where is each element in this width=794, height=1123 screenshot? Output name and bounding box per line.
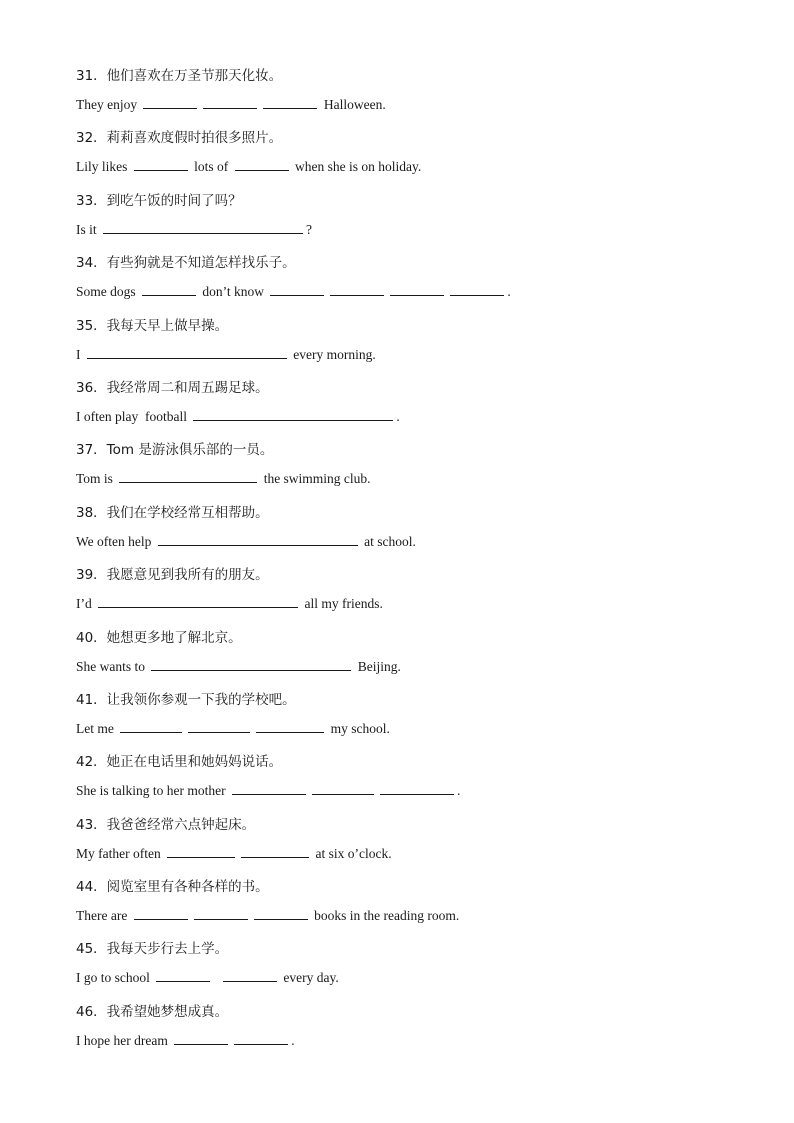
chinese-prompt: 45．我每天步行去上学。 (76, 941, 229, 958)
chinese-prompt: 40．她想更多地了解北京。 (76, 629, 242, 646)
chinese-prompt: 33．到吃午饭的时间了吗？ (76, 192, 242, 209)
chinese-prompt: 46．我希望她梦想成真。 (76, 1003, 229, 1020)
chinese-prompt: 41．让我领你参观一下我的学校吧。 (76, 691, 296, 708)
answer-blank[interactable] (151, 658, 351, 671)
answer-blank[interactable] (254, 907, 308, 920)
exercise-item (76, 877, 756, 939)
sentence-text: I’d (76, 596, 96, 612)
english-sentence (76, 156, 756, 190)
answer-blank[interactable] (232, 782, 306, 795)
chinese-prompt: 43．我爸爸经常六点钟起床。 (76, 816, 256, 833)
exercise-item (76, 378, 756, 440)
english-sentence (76, 780, 756, 814)
english-sentence (76, 593, 756, 627)
chinese-prompt: 32．莉莉喜欢度假时拍很多照片。 (76, 130, 283, 147)
sentence-text: my school. (327, 720, 390, 736)
english-sentence (76, 531, 756, 565)
answer-blank[interactable] (234, 1032, 288, 1045)
answer-blank[interactable] (120, 720, 182, 733)
sentence-text: My father often (76, 845, 165, 861)
english-sentence (76, 1030, 756, 1064)
sentence-text: every morning. (289, 346, 376, 362)
sentence-text: She is talking to her mother (76, 783, 229, 799)
chinese-prompt: 36．我经常周二和周五踢足球。 (76, 379, 269, 396)
sentence-text: books in the reading room. (310, 908, 460, 924)
sentence-text: at six o’clock. (312, 845, 392, 861)
sentence-text: Is it (76, 221, 101, 237)
answer-blank[interactable] (380, 782, 454, 795)
answer-blank[interactable] (174, 1032, 228, 1045)
english-sentence (76, 656, 756, 690)
chinese-prompt: 39．我愿意见到我所有的朋友。 (76, 567, 269, 584)
answer-blank[interactable] (193, 408, 393, 421)
answer-blank[interactable] (330, 283, 384, 296)
chinese-prompt: 34．有些狗就是不知道怎样找乐子。 (76, 255, 296, 272)
sentence-text: . (396, 408, 400, 424)
chinese-prompt: 31．他们喜欢在万圣节那天化妆。 (76, 68, 283, 84)
chinese-prompt: 35．我每天早上做早操。 (76, 317, 229, 334)
exercise-item (76, 440, 756, 502)
sentence-text: I (76, 346, 84, 362)
answer-blank[interactable] (203, 96, 257, 109)
answer-blank[interactable] (98, 595, 298, 608)
english-sentence (76, 219, 756, 253)
exercise-item (76, 690, 756, 752)
exercise-item (76, 628, 756, 690)
sentence-text: at school. (360, 533, 416, 549)
sentence-text: She wants to (76, 658, 149, 674)
exercise-item (76, 939, 756, 1001)
english-sentence (76, 344, 756, 378)
exercise-list (76, 66, 756, 1064)
answer-blank[interactable] (188, 720, 250, 733)
sentence-text: Let me (76, 720, 118, 736)
sentence-text: lots of (190, 159, 232, 175)
answer-blank[interactable] (450, 283, 504, 296)
answer-blank[interactable] (134, 158, 188, 171)
sentence-text: I hope her dream (76, 1032, 172, 1048)
english-sentence (76, 94, 756, 128)
exercise-item (76, 316, 756, 378)
exercise-item (76, 191, 756, 253)
sentence-text: Lily likes (76, 159, 131, 175)
exercise-item (76, 66, 756, 128)
sentence-text: Some dogs (76, 284, 140, 300)
exercise-item (76, 752, 756, 814)
sentence-text: the swimming club. (260, 471, 371, 487)
exercise-item (76, 253, 756, 315)
english-sentence (76, 967, 756, 1001)
sentence-text: . (507, 284, 511, 300)
chinese-prompt: 42．她正在电话里和她妈妈说话。 (76, 754, 283, 771)
sentence-text: Beijing. (354, 658, 401, 674)
english-sentence (76, 843, 756, 877)
sentence-text: all my friends. (301, 596, 383, 612)
sentence-text: They enjoy (76, 97, 141, 112)
exercise-item (76, 1002, 756, 1064)
answer-blank[interactable] (158, 533, 358, 546)
answer-blank[interactable] (194, 907, 248, 920)
sentence-text: I go to school (76, 970, 154, 986)
exercise-item (76, 815, 756, 877)
sentence-text: when she is on holiday. (291, 159, 422, 175)
chinese-prompt: 37．Tom 是游泳俱乐部的一员。 (76, 442, 274, 459)
exercise-item (76, 503, 756, 565)
answer-blank[interactable] (256, 720, 324, 733)
sentence-text: Tom is (76, 471, 117, 487)
sentence-text: . (456, 783, 461, 799)
sentence-text: don’t know (199, 284, 268, 300)
answer-blank[interactable] (103, 221, 303, 234)
english-sentence (76, 468, 756, 502)
sentence-text (213, 970, 220, 985)
exercise-item (76, 128, 756, 190)
sentence-text: . (291, 1032, 295, 1048)
answer-blank[interactable] (270, 283, 324, 296)
english-sentence (76, 406, 756, 440)
answer-blank[interactable] (143, 96, 197, 109)
answer-blank[interactable] (87, 346, 287, 359)
answer-blank[interactable] (167, 845, 235, 858)
answer-blank[interactable] (263, 96, 317, 109)
exercise-item (76, 565, 756, 627)
sentence-text: I often play football (76, 408, 191, 424)
answer-blank[interactable] (134, 907, 188, 920)
answer-blank[interactable] (241, 845, 309, 858)
answer-blank[interactable] (119, 470, 257, 483)
sentence-text: ? (306, 221, 313, 237)
answer-blank[interactable] (223, 969, 277, 982)
english-sentence (76, 905, 756, 939)
answer-blank[interactable] (312, 782, 374, 795)
answer-blank[interactable] (156, 969, 210, 982)
answer-blank[interactable] (235, 158, 289, 171)
sentence-text: every day. (280, 970, 339, 986)
answer-blank[interactable] (142, 283, 196, 296)
sentence-text: There are (76, 908, 131, 924)
chinese-prompt: 44．阅览室里有各种各样的书。 (76, 879, 269, 896)
english-sentence (76, 281, 756, 315)
chinese-prompt: 38．我们在学校经常互相帮助。 (76, 504, 269, 521)
sentence-text: We often help (76, 533, 155, 549)
sentence-text: Halloween. (320, 97, 386, 112)
english-sentence (76, 718, 756, 752)
answer-blank[interactable] (390, 283, 444, 296)
